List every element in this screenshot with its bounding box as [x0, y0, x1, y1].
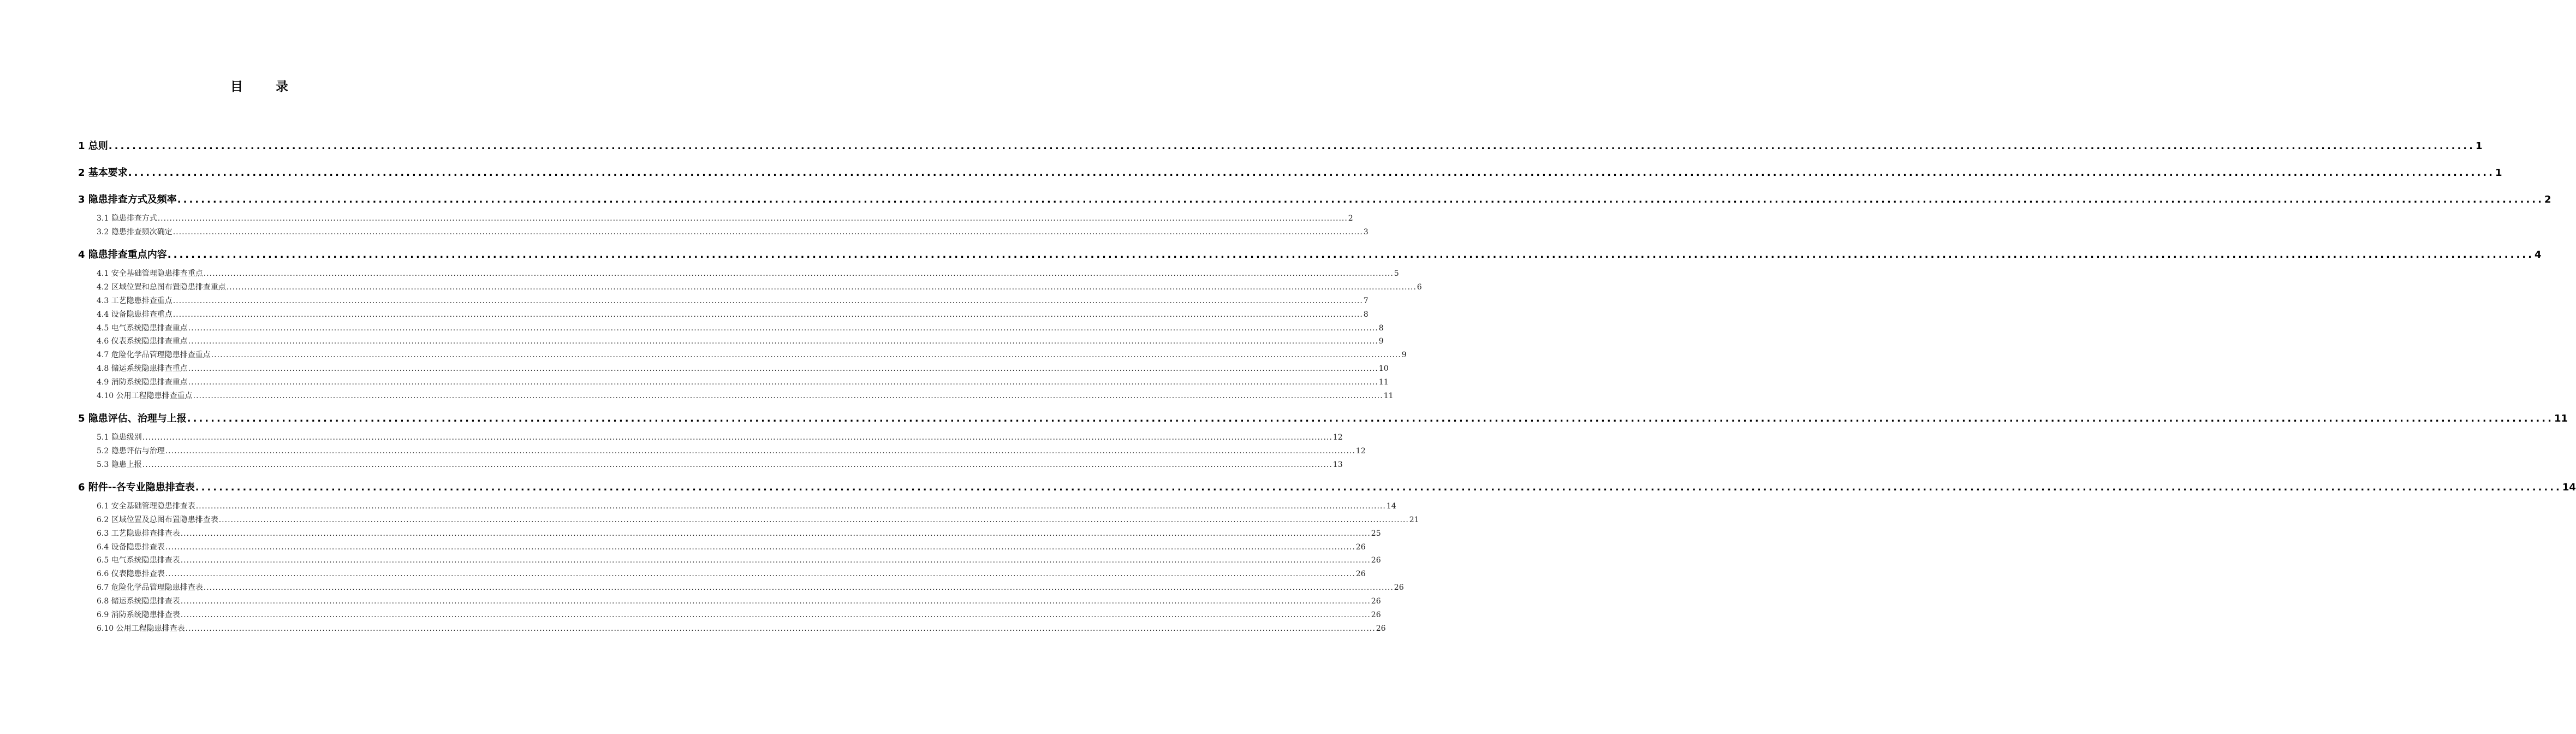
toc-entry-label: 4.6 仪表系统隐患排查重点	[97, 337, 188, 346]
toc-entry[interactable]	[97, 541, 1366, 552]
toc-entry[interactable]	[97, 335, 1384, 346]
toc-dot-leader: ................................................................................................................................................................................................................................................................................................................................................................................................................	[188, 364, 1378, 374]
toc-page-number: 1	[2475, 140, 2483, 152]
toc-entry-label: 3 隐患排查方式及频率	[78, 194, 177, 205]
toc-entry-label: 5.3 隐患上报	[97, 460, 142, 469]
toc-dot-leader: ................................................................................................................................................................................................................................................................................................................................................................................................................	[187, 413, 2554, 424]
toc-entry[interactable]	[97, 363, 1389, 374]
toc-page-number: 3	[1363, 227, 1369, 236]
toc-entry-label: 6.2 区域位置及总图布置隐患排查表	[97, 515, 218, 524]
toc-entry[interactable]	[97, 376, 1389, 387]
toc-entry-label: 4 隐患排查重点内容	[78, 248, 167, 261]
toc-entry[interactable]	[78, 165, 2502, 179]
toc-entry[interactable]	[97, 390, 1394, 401]
toc-page-number: 26	[1371, 611, 1381, 619]
toc-dot-leader: ................................................................................................................................................................................................................................................................................................................................................................................................................	[167, 248, 2534, 261]
toc-dot-leader: ................................................................................................................................................................................................................................................................................................................................................................................................................	[165, 542, 1355, 552]
toc-dot-leader: ................................................................................................................................................................................................................................................................................................................................................................................................................	[180, 556, 1371, 565]
toc-entry[interactable]	[97, 500, 1396, 511]
toc-entry[interactable]	[97, 322, 1384, 333]
toc-dot-leader: ................................................................................................................................................................................................................................................................................................................................................................................................................	[203, 269, 1394, 278]
toc-entry-label: 4.5 电气系统隐患排查重点	[97, 323, 188, 333]
toc-entry-label: 6.9 消防系统隐患排查表	[97, 611, 180, 619]
toc-entry-label: 4.4 设备隐患排查重点	[97, 310, 172, 319]
toc-dot-leader: ................................................................................................................................................................................................................................................................................................................................................................................................................	[195, 501, 1386, 511]
toc-entry[interactable]	[97, 623, 1386, 634]
toc-page-number: 6	[1417, 282, 1422, 292]
toc-entry[interactable]	[97, 431, 1343, 442]
toc-dot-leader: ................................................................................................................................................................................................................................................................................................................................................................................................................	[172, 227, 1363, 236]
toc-entry-label: 4.1 安全基础管理隐患排查重点	[97, 269, 203, 278]
toc-dot-leader: ................................................................................................................................................................................................................................................................................................................................................................................................................	[185, 624, 1376, 633]
toc-entry-label: 4.2 区域位置和总图布置隐患排查重点	[97, 282, 226, 292]
toc-page-number: 11	[1378, 378, 1389, 387]
toc-entry-label: 6 附件--各专业隐患排查表	[78, 481, 195, 493]
toc-page-number: 26	[1371, 556, 1381, 565]
toc-entry[interactable]	[97, 514, 1419, 525]
toc-dot-leader: ................................................................................................................................................................................................................................................................................................................................................................................................................	[180, 611, 1371, 619]
toc-entry[interactable]	[97, 595, 1381, 606]
toc-entry-label: 6.5 电气系统隐患排查表	[97, 556, 180, 565]
toc-page-number: 10	[1378, 364, 1389, 374]
toc-entry[interactable]	[97, 554, 1381, 565]
toc-page-number: 13	[1332, 460, 1343, 469]
toc-page-number: 2	[1348, 214, 1353, 223]
toc-dot-leader: ................................................................................................................................................................................................................................................................................................................................................................................................................	[172, 310, 1363, 319]
toc-entry-label: 3.1 隐患排查方式	[97, 214, 157, 223]
toc-page-number: 8	[1378, 323, 1384, 333]
toc-entry-label: 6.4 设备隐患排查表	[97, 542, 165, 552]
toc-entry[interactable]	[78, 247, 2542, 261]
toc-entry[interactable]	[78, 138, 2483, 152]
toc-dot-leader: ................................................................................................................................................................................................................................................................................................................................................................................................................	[157, 214, 1348, 223]
toc-entry-label: 4.10 公用工程隐患排查重点	[97, 392, 193, 400]
toc-entry-label: 5.2 隐患评估与治理	[97, 446, 165, 455]
toc-dot-leader: ................................................................................................................................................................................................................................................................................................................................................................................................................	[142, 460, 1332, 469]
toc-entry-label: 6.1 安全基础管理隐患排查表	[97, 501, 195, 511]
toc-entry[interactable]	[97, 582, 1404, 593]
toc-page-number: 11	[2554, 413, 2568, 424]
toc-page-number: 11	[1383, 392, 1394, 400]
toc-entry-label: 3.2 隐患排查频次确定	[97, 227, 172, 236]
toc-dot-leader: ................................................................................................................................................................................................................................................................................................................................................................................................................	[193, 392, 1383, 400]
toc-dot-leader: ................................................................................................................................................................................................................................................................................................................................................................................................................	[195, 481, 2562, 493]
toc-page-number: 26	[1376, 624, 1386, 633]
toc-page-number: 21	[1409, 515, 1419, 524]
toc-entry[interactable]	[97, 609, 1381, 620]
toc-entry-label: 4.7 危险化学品管理隐患排查重点	[97, 351, 211, 360]
toc-entry[interactable]	[97, 226, 1369, 237]
toc-page-number: 7	[1363, 296, 1369, 305]
toc-entry-label: 6.6 仪表隐患排查表	[97, 570, 165, 579]
toc-dot-leader: ................................................................................................................................................................................................................................................................................................................................................................................................................	[128, 167, 2495, 179]
toc-page-number: 1	[2495, 167, 2502, 179]
toc-page-number: 8	[1363, 310, 1369, 319]
toc-dot-leader: ................................................................................................................................................................................................................................................................................................................................................................................................................	[177, 194, 2544, 205]
toc-entry[interactable]	[97, 349, 1407, 360]
toc-entry-label: 1 总则	[78, 140, 108, 152]
toc-entry[interactable]	[78, 480, 2576, 494]
toc-page-number: 2	[2544, 194, 2551, 205]
toc-page-number: 14	[1386, 501, 1396, 511]
toc-dot-leader: ................................................................................................................................................................................................................................................................................................................................................................................................................	[211, 351, 1401, 360]
toc-page-number: 4	[2534, 248, 2542, 261]
toc-entry[interactable]	[97, 568, 1366, 579]
toc-dot-leader: ................................................................................................................................................................................................................................................................................................................................................................................................................	[226, 282, 1417, 292]
toc-entry-label: 4.8 储运系统隐患排查重点	[97, 364, 188, 374]
toc-dot-leader: ................................................................................................................................................................................................................................................................................................................................................................................................................	[108, 140, 2475, 152]
toc-entry[interactable]	[97, 212, 1353, 223]
toc-entry[interactable]	[97, 459, 1343, 470]
toc-entry[interactable]	[78, 192, 2551, 206]
toc-dot-leader: ................................................................................................................................................................................................................................................................................................................................................................................................................	[188, 323, 1378, 333]
toc-page-number: 25	[1371, 529, 1381, 538]
toc-entry[interactable]	[97, 528, 1381, 538]
toc-dot-leader: ................................................................................................................................................................................................................................................................................................................................................................................................................	[142, 433, 1332, 442]
toc-dot-leader: ................................................................................................................................................................................................................................................................................................................................................................................................................	[172, 296, 1363, 305]
toc-page-number: 9	[1401, 351, 1407, 360]
toc-dot-leader: ................................................................................................................................................................................................................................................................................................................................................................................................................	[188, 337, 1378, 346]
toc-entry[interactable]	[97, 445, 1366, 456]
toc-page-number: 12	[1332, 433, 1343, 442]
toc-page-number: 26	[1355, 542, 1366, 552]
toc-entry-label: 6.10 公用工程隐患排查表	[97, 624, 185, 633]
toc-entry[interactable]	[97, 281, 1422, 292]
toc-page-number: 12	[1355, 446, 1366, 455]
toc-page-number: 14	[2562, 481, 2576, 493]
toc-entry[interactable]	[97, 309, 1369, 319]
toc-page-number: 9	[1378, 337, 1384, 346]
toc-dot-leader: ................................................................................................................................................................................................................................................................................................................................................................................................................	[180, 529, 1371, 538]
toc-entry-label: 6.8 储运系统隐患排查表	[97, 597, 180, 606]
toc-dot-leader: ................................................................................................................................................................................................................................................................................................................................................................................................................	[203, 583, 1394, 593]
toc-entry-label: 5.1 隐患级别	[97, 433, 142, 442]
toc-entry-label: 6.3 工艺隐患排查排查表	[97, 529, 180, 538]
toc-dot-leader: ................................................................................................................................................................................................................................................................................................................................................................................................................	[218, 515, 1409, 524]
toc-page-number: 26	[1371, 597, 1381, 606]
toc-entry-label: 6.7 危险化学品管理隐患排查表	[97, 583, 203, 593]
toc-dot-leader: ................................................................................................................................................................................................................................................................................................................................................................................................................	[165, 446, 1355, 455]
toc-page-number: 26	[1394, 583, 1404, 593]
page-title: 目 录	[230, 80, 302, 94]
toc-entry[interactable]	[97, 295, 1369, 306]
toc-entry[interactable]	[78, 411, 2568, 425]
toc-entry-label: 4.9 消防系统隐患排查重点	[97, 378, 188, 387]
toc-dot-leader: ................................................................................................................................................................................................................................................................................................................................................................................................................	[165, 570, 1355, 579]
toc-dot-leader: ................................................................................................................................................................................................................................................................................................................................................................................................................	[188, 378, 1378, 387]
toc-page-number: 5	[1394, 269, 1399, 278]
toc-entry-label: 4.3 工艺隐患排查重点	[97, 296, 172, 305]
toc-page-number: 26	[1355, 570, 1366, 579]
toc-dot-leader: ................................................................................................................................................................................................................................................................................................................................................................................................................	[180, 597, 1371, 606]
toc-entry-label: 2 基本要求	[78, 167, 128, 179]
toc-entry[interactable]	[97, 268, 1399, 279]
toc-entry-label: 5 隐患评估、治理与上报	[78, 413, 187, 424]
